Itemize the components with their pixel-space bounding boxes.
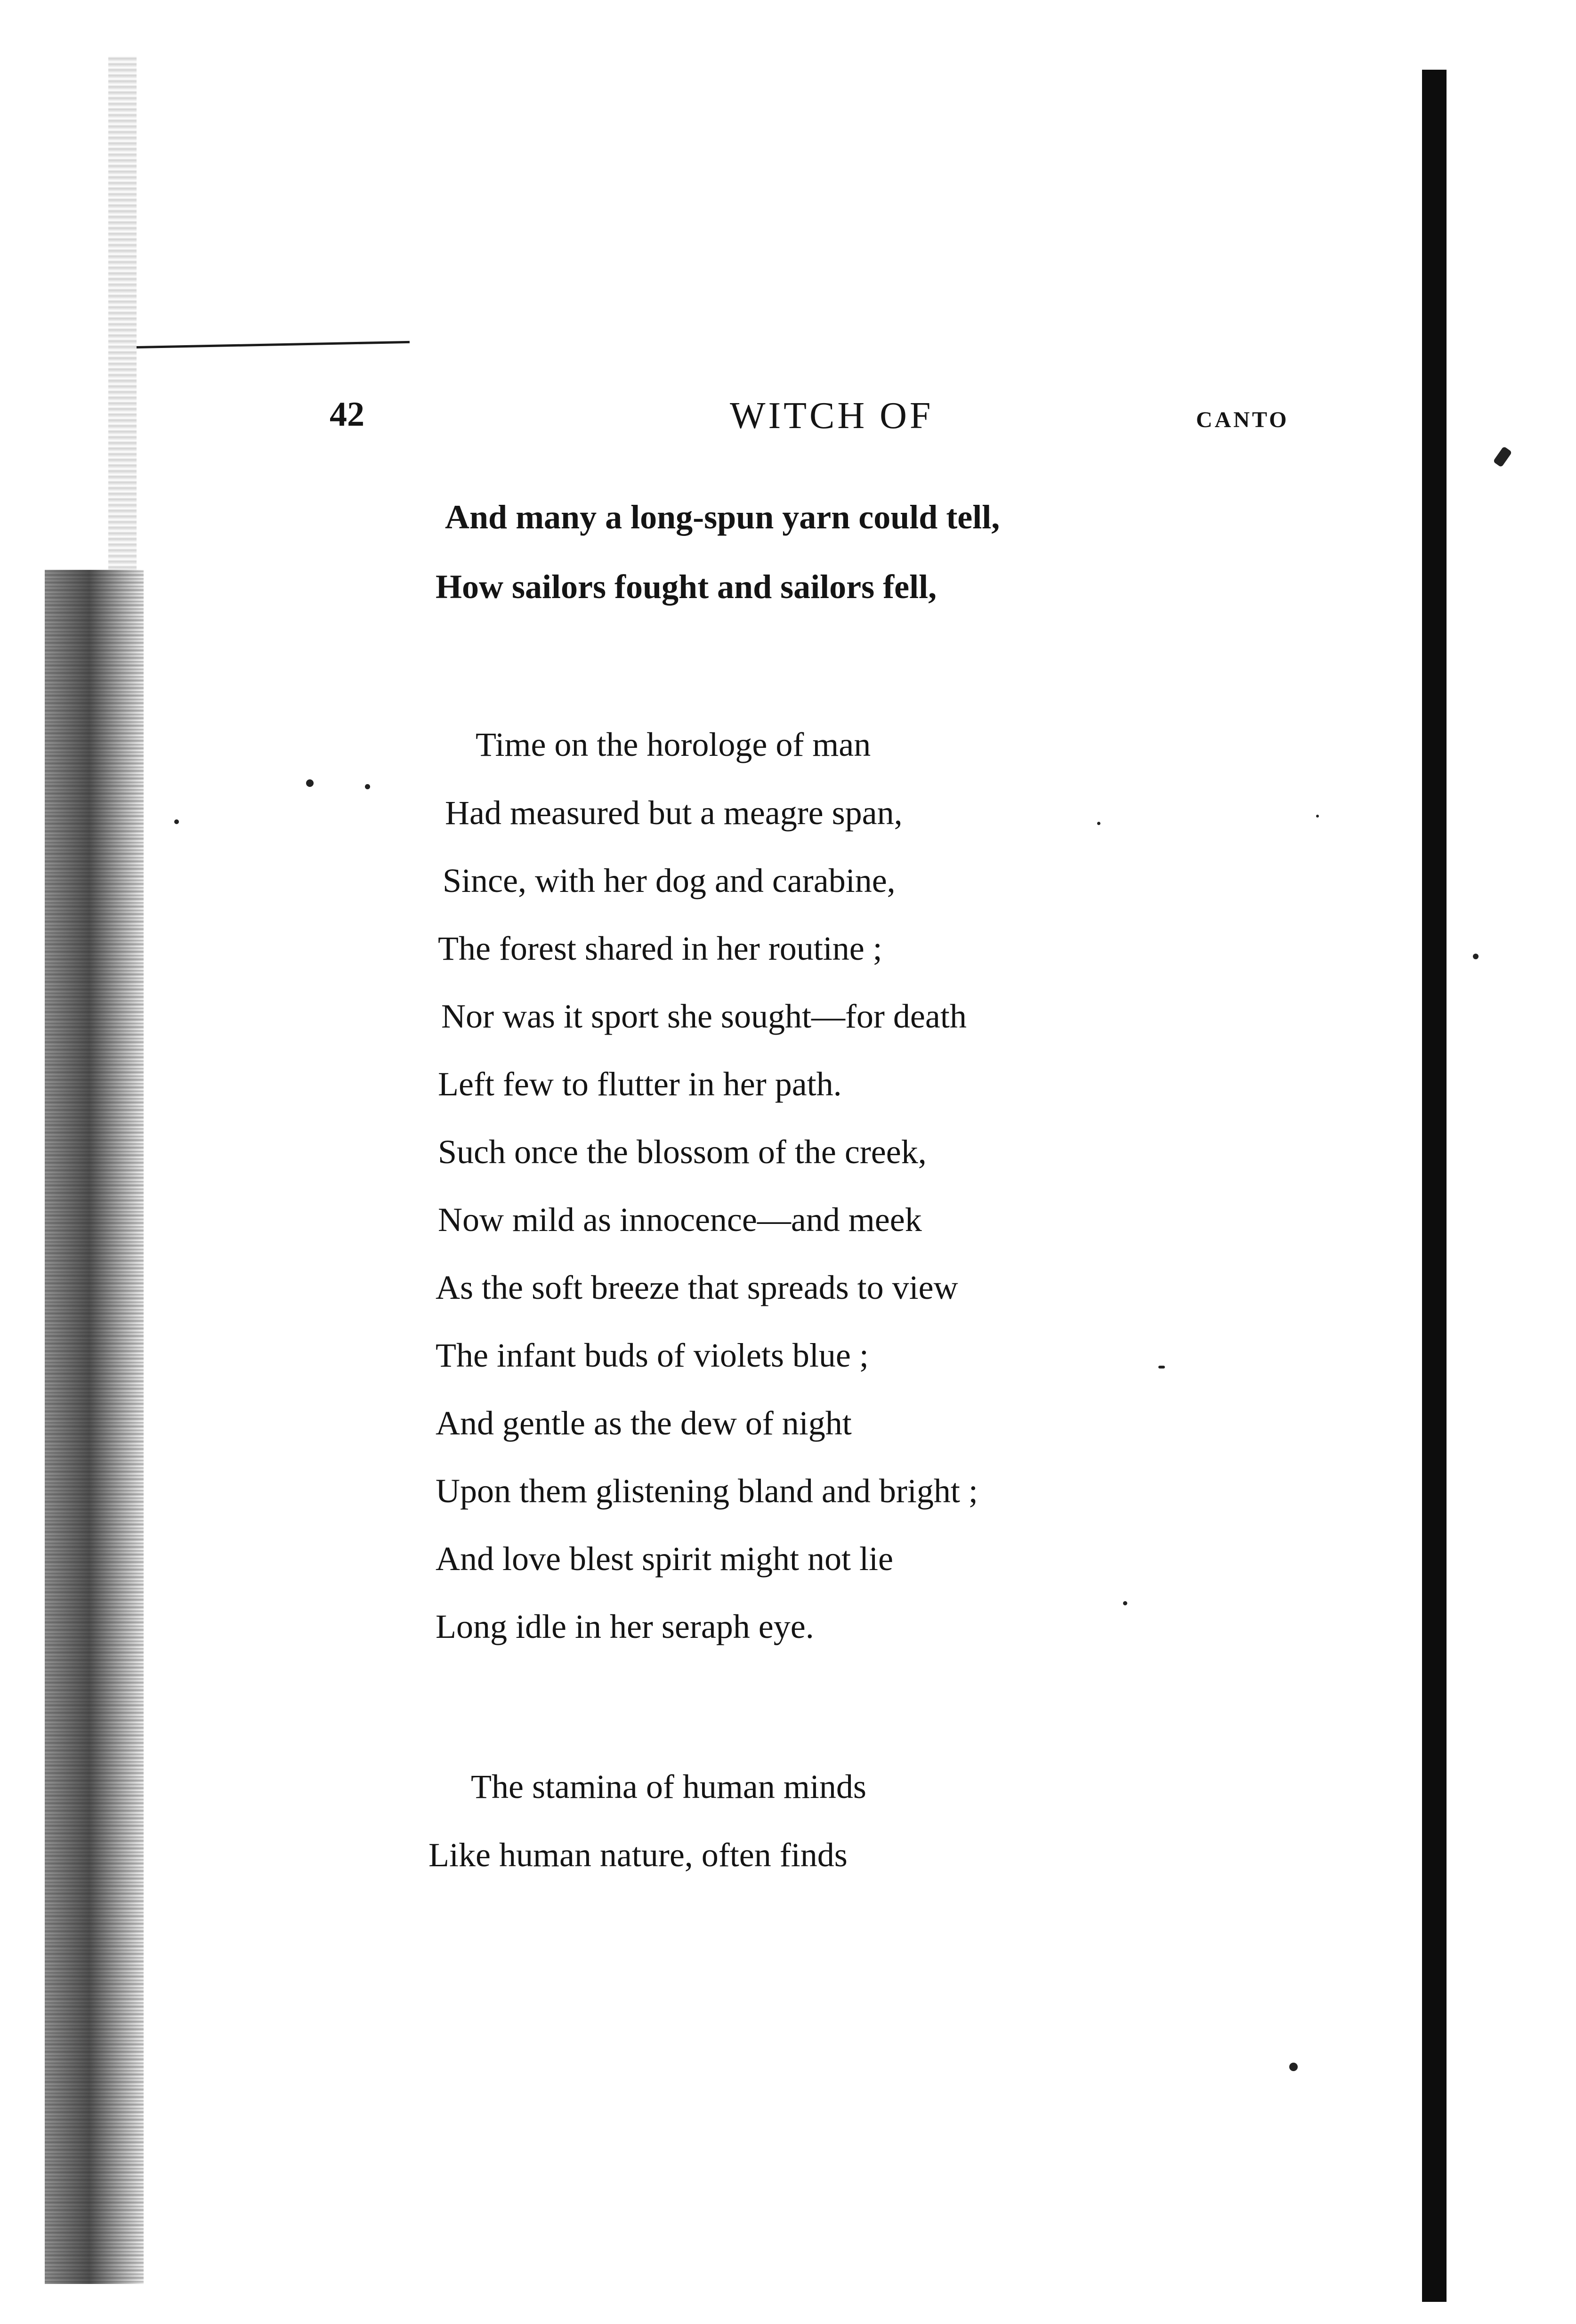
verse-line: The stamina of human minds bbox=[471, 1768, 866, 1806]
page-number: 42 bbox=[330, 395, 364, 434]
pencil-rule-line bbox=[137, 341, 410, 348]
verse-line: The forest shared in her routine ; bbox=[438, 930, 882, 967]
running-title: WITCH OF bbox=[730, 395, 934, 437]
scan-gutter-top bbox=[108, 57, 137, 570]
running-head bbox=[0, 395, 1576, 451]
verse-line: Now mild as innocence—and meek bbox=[438, 1201, 922, 1239]
verse-line: Time on the horologe of man bbox=[476, 726, 871, 763]
verse-line: The infant buds of violets blue ; bbox=[436, 1336, 869, 1374]
verse-line: And many a long-spun yarn could tell, bbox=[445, 498, 1000, 536]
verse-line: Long idle in her seraph eye. bbox=[436, 1608, 814, 1645]
running-head-right: CANTO bbox=[1196, 407, 1289, 432]
verse-line: Left few to flutter in her path. bbox=[438, 1065, 842, 1103]
scan-gutter-shadow bbox=[45, 570, 144, 2284]
verse-line: Had measured but a meagre span, bbox=[445, 794, 903, 832]
verse-line: As the soft breeze that spreads to view bbox=[436, 1269, 958, 1306]
verse-line: Since, with her dog and carabine, bbox=[443, 862, 896, 899]
verse-line: And love blest spirit might not lie bbox=[436, 1540, 893, 1578]
verse-line: Such once the blossom of the creek, bbox=[438, 1133, 927, 1171]
verse-line: Upon them glistening bland and bright ; bbox=[436, 1472, 978, 1510]
verse-line: Like human nature, often finds bbox=[428, 1836, 848, 1874]
verse-line: And gentle as the dew of night bbox=[436, 1404, 852, 1442]
verse-line: How sailors fought and sailors fell, bbox=[436, 568, 937, 606]
verse-line: Nor was it sport she sought—for death bbox=[441, 997, 967, 1035]
